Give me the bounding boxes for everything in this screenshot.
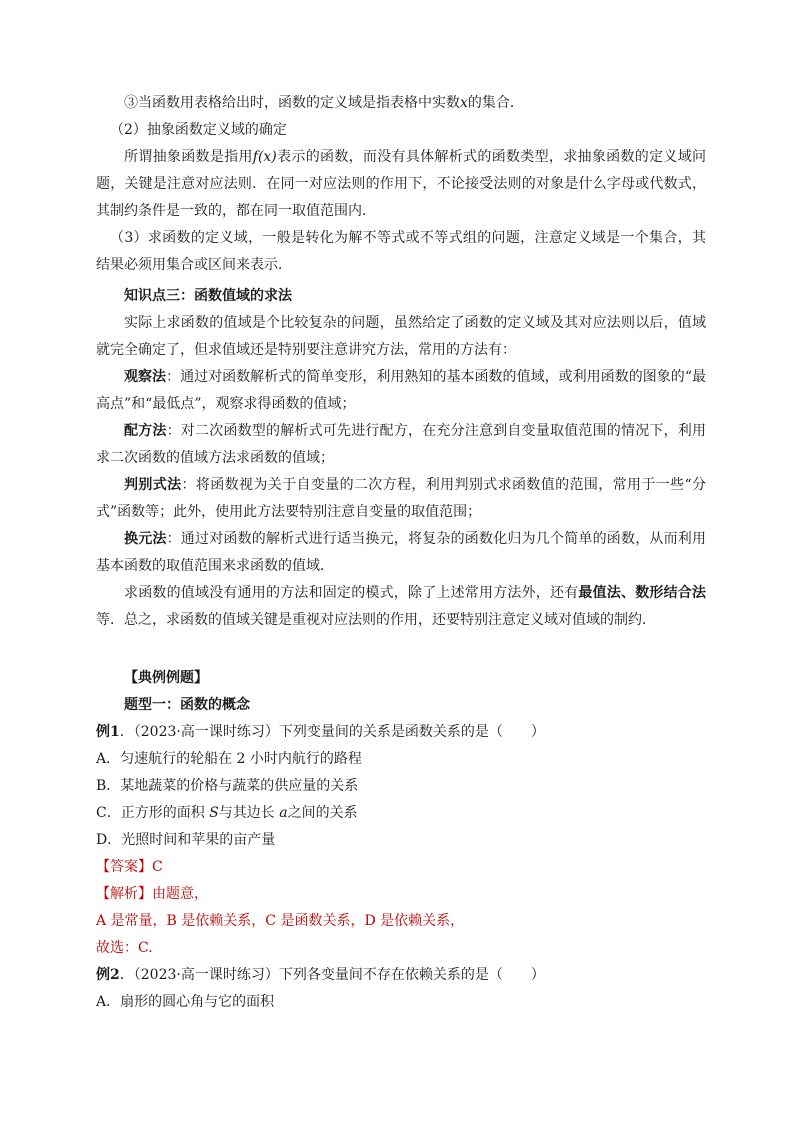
method-observation — [96, 364, 706, 418]
method-substitution — [96, 526, 706, 580]
example-1-option-c — [96, 800, 706, 827]
example-1-stem — [96, 719, 706, 746]
text: 求函数的值域没有通用的方法和固定的模式，除了上述常用方法外，还有 — [124, 585, 579, 601]
variable-x: x — [460, 95, 468, 111]
text: 所谓抽象函数是指用 — [124, 149, 253, 165]
method-name: 换元法 — [124, 531, 167, 547]
method-text: ：通过对函数的解析式进行适当换元，将复杂的函数化归为几个简单的函数，从而利用基本函数的取值范围来求函数的值域． — [96, 531, 707, 574]
type-1-title: 题型一：函数的概念 — [124, 697, 250, 713]
example-1-option-d: D．光照时间和苹果的亩产量 — [96, 832, 276, 848]
question-text: ．（2023·高一课时练习）下列各变量间不存在依赖关系的是（ ） — [119, 967, 545, 983]
method-text: ：通过对函数解析式的简单变形，利用熟知的基本函数的值域，或利用函数的图象的“最高点”和“最低点”，观察求得函数的值域； — [96, 369, 706, 412]
paragraph-abstract-function — [96, 144, 706, 225]
question-text: ．（2023·高一课时练习）下列变量间的关系是函数关系的是（ ） — [119, 724, 545, 740]
variable-s: S — [209, 805, 219, 821]
paragraph-range-intro: 实际上求函数的值域是个比较复杂的问题，虽然给定了函数的定义域及其对应法则以后，值域就完全确定了，但求值域还是特别要注意讲究方法，常用的方法有： — [96, 315, 706, 358]
example-1-answer: 【答案】C — [96, 859, 163, 875]
example-2-option-a: A．扇形的圆心角与它的面积 — [96, 994, 275, 1010]
example-1-solution-line-1: A 是常量，B 是依赖关系，C 是函数关系，D 是依赖关系， — [96, 913, 465, 929]
variable-a: a — [279, 805, 288, 821]
method-discriminant — [96, 472, 706, 526]
text: 之间的关系 — [287, 805, 358, 821]
highlight-methods: 最值法、数形结合法 — [578, 585, 707, 601]
knowledge-point-3-title: 知识点三：函数值域的求法 — [124, 288, 292, 304]
method-text: ：对二次函数型的解析式可先进行配方，在充分注意到自变量取值范围的情况下，利用求二次函数的值域方法求函数的值域； — [96, 423, 707, 466]
document-body — [96, 90, 706, 1016]
example-2-stem — [96, 962, 706, 989]
example-label: 例1 — [96, 724, 120, 740]
method-text: ：将函数视为关于自变量的二次方程，利用判别式求函数值的范围，常用于一些“分式”函数等；此外，使用此方法要特别注意自变量的取值范围； — [96, 477, 706, 520]
text: 与其边长 — [218, 805, 280, 821]
example-1-analysis: 【解析】由题意， — [96, 886, 208, 902]
subheading-abstract-domain: （2）抽象函数定义域的确定 — [110, 122, 287, 138]
method-name: 判别式法 — [124, 477, 182, 493]
section-title-examples: 【典例例题】 — [124, 670, 208, 686]
text: ③当函数用表格给出时，函数的定义域是指表格中实数 — [124, 95, 460, 111]
text: 等．总之，求函数的值域关键是重视对应法则的作用，还要特别注意定义域对值域的制约． — [96, 612, 656, 628]
spacer — [96, 634, 706, 661]
function-notation: f(x) — [252, 149, 277, 165]
method-name: 观察法 — [124, 369, 167, 385]
paragraph-domain-inequality: （3）求函数的定义域，一般是转化为解不等式或不等式组的问题，注意定义域是一个集合，其结果必须用集合或区间来表示． — [96, 230, 706, 273]
paragraph-range-summary — [96, 580, 706, 634]
text: 的集合． — [467, 95, 524, 111]
method-name: 配方法 — [124, 423, 167, 439]
example-1-option-b: B．某地蔬菜的价格与蔬菜的供应量的关系 — [96, 778, 359, 794]
text: C．正方形的面积 — [96, 805, 210, 821]
example-1-option-a: A．匀速航行的轮船在 2 小时内航行的路程 — [96, 751, 362, 767]
example-label: 例2 — [96, 967, 120, 983]
paragraph-table-domain — [96, 90, 706, 117]
text: 表示的函数，而没有具体解析式的函数类型，求抽象函数的定义域问题，关键是注意对应法则．在同一对应法则的作用下，不论接受法则的对象是什么字母或代数式，其制约条件是一致的，都在同一取值范围内． — [96, 149, 706, 219]
example-1-solution-line-2: 故选：C. — [96, 940, 153, 956]
method-completing-square — [96, 418, 706, 472]
